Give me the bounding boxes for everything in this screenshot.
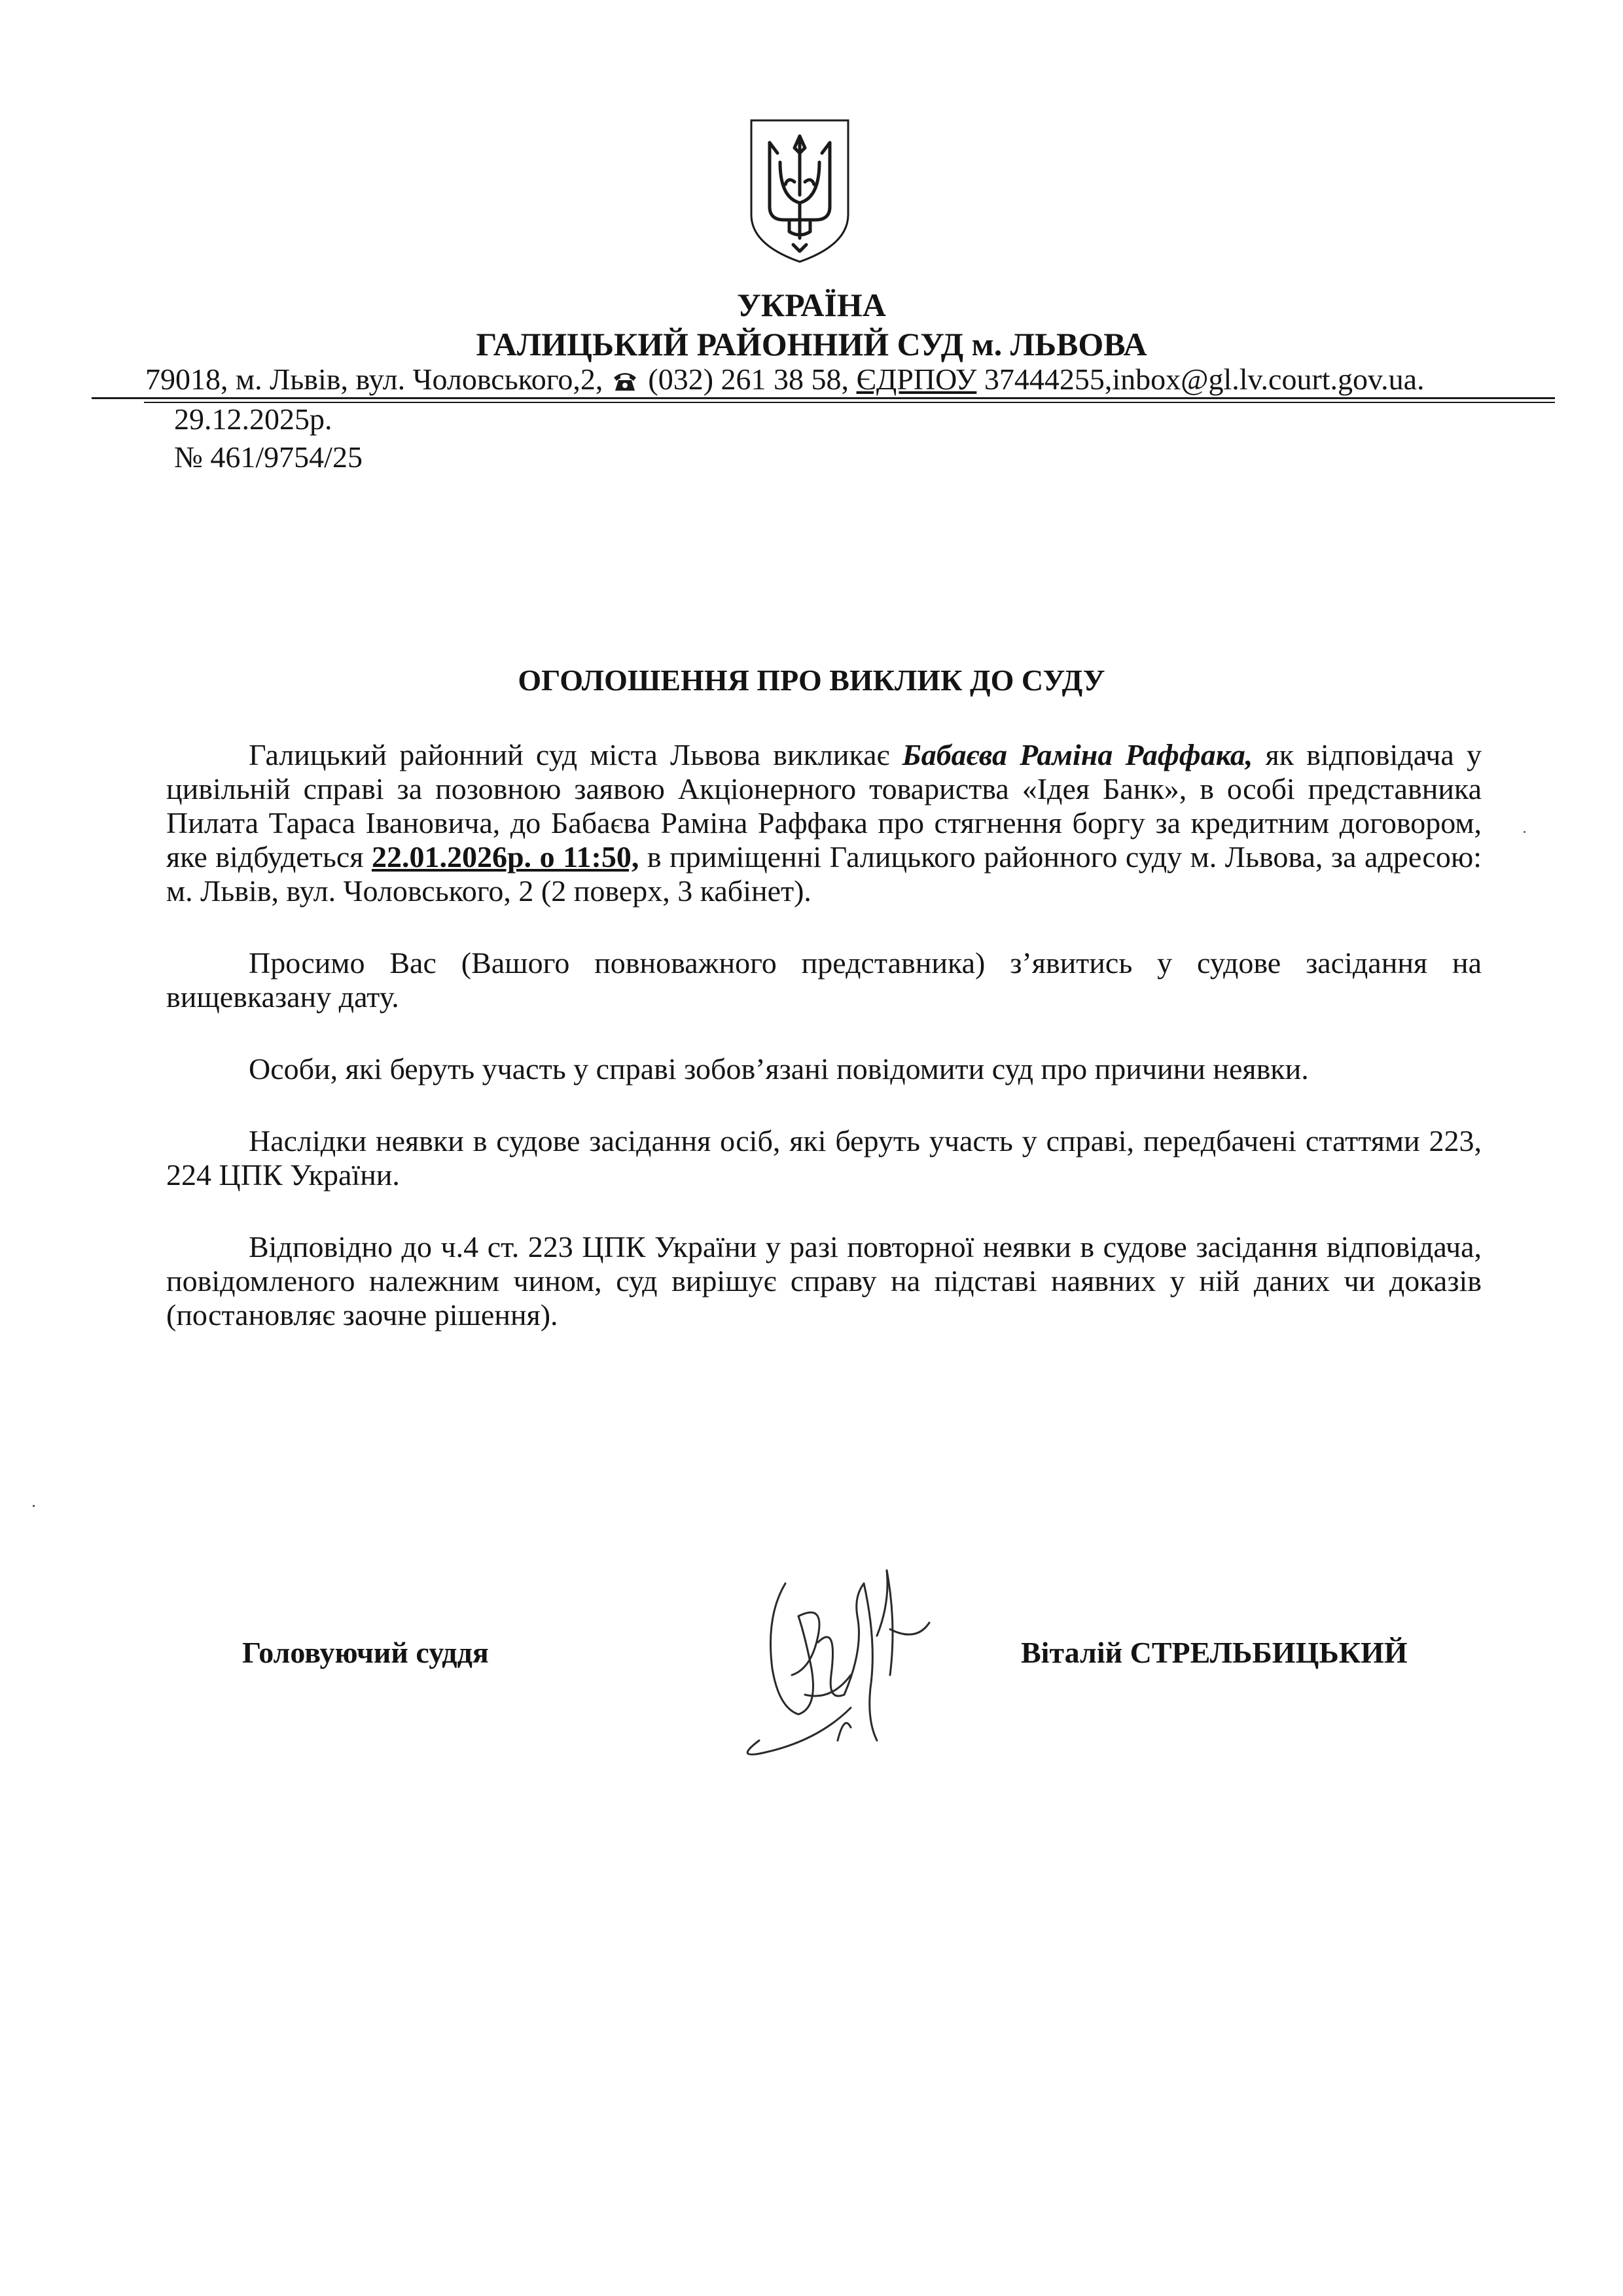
trident-emblem-icon xyxy=(747,116,852,266)
telephone-icon xyxy=(612,370,638,392)
judge-name: Віталій СТРЕЛЬБИЦЬКИЙ xyxy=(1021,1636,1408,1669)
header-court-name: ГАЛИЦЬКИЙ РАЙОННИЙ СУД м. ЛЬВОВА xyxy=(476,326,1147,362)
paragraph-obligation: Особи, які беруть участь у справі зобов’язані повідомити суд про причини неявки. xyxy=(249,1052,1309,1086)
judge-role: Головуючий суддя xyxy=(242,1636,489,1669)
address-text: 79018, м. Львів, вул. Чоловського,2, xyxy=(145,362,603,396)
phone-number: (032) 261 38 58, xyxy=(648,362,849,396)
edrpou-label: ЄДРПОУ xyxy=(856,362,977,396)
paragraph-summons-end: в приміщенні Галицького районного суду м. Львова, за адресою: м. Львів, вул. Чоловського, 2 (2 поверх, 3 кабінет). xyxy=(166,840,1482,908)
hearing-datetime: 22.01.2026р. о 11:50, xyxy=(371,840,639,874)
paragraph-summons-middle: як відповідача у цивільній справі за позовною заявою Акціонерного товариства «Ідея Банк», в особі представника Пилата Тараса Івановича, до Бабаєва Раміна Раффака про стягнення боргу за кредитним договором, яке відбудеться xyxy=(166,738,1482,874)
notice-body xyxy=(166,738,1482,1332)
header-divider-secondary xyxy=(144,402,1555,403)
header-country: УКРАЇНА xyxy=(737,287,886,323)
scan-speck xyxy=(1524,831,1525,833)
case-number: № 461/9754/25 xyxy=(174,440,363,474)
paragraph-summons xyxy=(166,738,1482,908)
document-date: 29.12.2025р. xyxy=(174,402,332,436)
paragraph-summons-intro: Галицький районний суд міста Львова викликає xyxy=(249,738,902,771)
court-address-line xyxy=(145,360,1559,399)
paragraph-request: Просимо Вас (Вашого повноважного представника) з’явитись у судове засідання на вищевказану дату. xyxy=(166,946,1482,1014)
paragraph-default-judgment: Відповідно до ч.4 ст. 223 ЦПК України у разі повторної неявки в судове засідання відповідача, повідомленого належним чином, суд вирішує справу на підставі наявних у ній даних чи доказів (постановляє заочне рішення). xyxy=(166,1230,1482,1332)
header-divider xyxy=(92,397,1555,399)
edrpou-email: 37444255,inbox@gl.lv.court.gov.ua. xyxy=(984,362,1425,396)
document-title: ОГОЛОШЕННЯ ПРО ВИКЛИК ДО СУДУ xyxy=(518,663,1105,697)
paragraph-consequences: Наслідки неявки в судове засідання осіб, які беруть участь у справі, передбачені статтями 223, 224 ЦПК України. xyxy=(166,1124,1482,1192)
scan-speck xyxy=(33,1505,35,1507)
defendant-name: Бабаєва Раміна Раффака, xyxy=(902,738,1253,771)
handwritten-signature-icon xyxy=(720,1544,955,1780)
